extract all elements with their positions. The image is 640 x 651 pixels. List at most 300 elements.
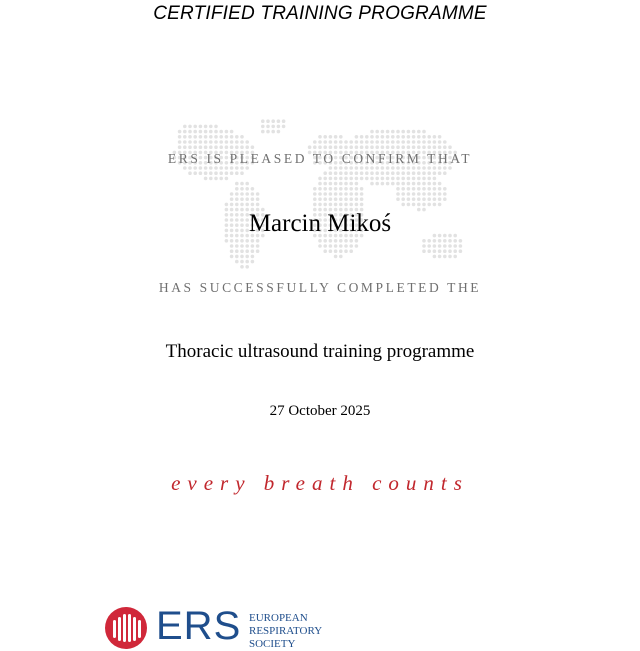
map-dot: [230, 203, 234, 207]
map-dot: [323, 187, 327, 191]
map-dot: [443, 249, 447, 253]
map-dot: [355, 187, 359, 191]
map-dot: [349, 249, 353, 253]
map-dot: [381, 140, 385, 144]
map-dot: [178, 135, 182, 139]
map-dot: [245, 182, 249, 186]
map-dot: [334, 135, 338, 139]
map-dot: [396, 140, 400, 144]
map-dot: [214, 171, 218, 175]
map-dot: [266, 119, 270, 123]
map-dot: [178, 140, 182, 144]
map-dot: [433, 255, 437, 259]
map-dot: [209, 125, 213, 129]
map-dot: [427, 140, 431, 144]
map-dot: [448, 255, 452, 259]
map-dot: [360, 192, 364, 196]
map-dot: [230, 145, 234, 149]
map-dot: [318, 187, 322, 191]
map-dot: [391, 177, 395, 181]
map-dot: [344, 140, 348, 144]
map-dot: [334, 197, 338, 201]
map-dot: [334, 145, 338, 149]
map-dot: [219, 140, 223, 144]
map-dot: [339, 135, 343, 139]
map-dot: [443, 145, 447, 149]
map-dot: [438, 192, 442, 196]
map-dot: [334, 255, 338, 259]
map-dot: [323, 177, 327, 181]
map-dot: [401, 187, 405, 191]
map-dot: [433, 182, 437, 186]
map-dot: [391, 182, 395, 186]
map-dot: [230, 171, 234, 175]
map-dot: [344, 239, 348, 243]
map-dot: [355, 177, 359, 181]
map-dot: [235, 255, 239, 259]
ers-logo: [104, 604, 344, 650]
map-dot: [443, 239, 447, 243]
map-dot: [365, 171, 369, 175]
map-dot: [422, 140, 426, 144]
map-dot: [360, 171, 364, 175]
map-dot: [219, 171, 223, 175]
map-dot: [407, 192, 411, 196]
map-dot: [339, 140, 343, 144]
map-dot: [214, 135, 218, 139]
map-dot: [334, 187, 338, 191]
map-dot: [199, 135, 203, 139]
map-dot: [256, 203, 260, 207]
map-dot: [188, 145, 192, 149]
map-dot: [407, 177, 411, 181]
map-dot: [396, 145, 400, 149]
map-dot: [453, 244, 457, 248]
map-dot: [323, 239, 327, 243]
map-dot: [412, 182, 416, 186]
map-dot: [329, 145, 333, 149]
map-dot: [433, 135, 437, 139]
map-dot: [235, 135, 239, 139]
map-dot: [396, 197, 400, 201]
map-dot: [355, 239, 359, 243]
map-dot: [256, 192, 260, 196]
map-dot: [204, 145, 208, 149]
map-dot: [401, 203, 405, 207]
map-dot: [360, 203, 364, 207]
map-dot: [360, 177, 364, 181]
map-dot: [422, 182, 426, 186]
map-dot: [245, 197, 249, 201]
map-dot: [261, 119, 265, 123]
map-dot: [240, 187, 244, 191]
map-dot: [323, 192, 327, 196]
map-dot: [344, 177, 348, 181]
map-dot: [448, 145, 452, 149]
map-dot: [422, 130, 426, 134]
map-dot: [396, 182, 400, 186]
map-dot: [339, 197, 343, 201]
map-dot: [219, 145, 223, 149]
map-dot: [349, 187, 353, 191]
map-dot: [422, 192, 426, 196]
map-dot: [438, 249, 442, 253]
map-dot: [407, 135, 411, 139]
map-dot: [433, 145, 437, 149]
map-dot: [282, 119, 286, 123]
map-dot: [344, 171, 348, 175]
map-dot: [417, 192, 421, 196]
map-dot: [339, 255, 343, 259]
map-dot: [240, 140, 244, 144]
map-dot: [339, 177, 343, 181]
map-dot: [329, 135, 333, 139]
completion-statement: HAS SUCCESSFULLY COMPLETED THE: [158, 280, 482, 295]
map-dot: [386, 145, 390, 149]
map-dot: [251, 203, 255, 207]
map-dot: [214, 145, 218, 149]
map-dot: [417, 197, 421, 201]
map-dot: [422, 171, 426, 175]
map-dot: [401, 130, 405, 134]
map-dot: [251, 145, 255, 149]
map-dot: [193, 125, 197, 129]
map-dot: [417, 135, 421, 139]
map-dot: [375, 135, 379, 139]
map-dot: [412, 177, 416, 181]
map-dot: [396, 135, 400, 139]
map-dot: [235, 197, 239, 201]
map-dot: [433, 197, 437, 201]
map-dot: [235, 145, 239, 149]
map-dot: [323, 244, 327, 248]
map-dot: [329, 197, 333, 201]
map-dot: [417, 145, 421, 149]
course-name: Thoracic ultrasound training programme: [165, 341, 475, 362]
map-dot: [183, 135, 187, 139]
map-dot: [199, 125, 203, 129]
map-dot: [329, 239, 333, 243]
map-dot: [386, 130, 390, 134]
map-dot: [199, 171, 203, 175]
map-dot: [433, 192, 437, 196]
map-dot: [209, 140, 213, 144]
map-dot: [183, 140, 187, 144]
map-dot: [453, 249, 457, 253]
map-dot: [318, 135, 322, 139]
map-dot: [355, 244, 359, 248]
programme-title: CERTIFIED TRAINING PROGRAMME: [153, 3, 487, 24]
map-dot: [271, 130, 275, 134]
map-dot: [209, 177, 213, 181]
map-dot: [396, 130, 400, 134]
map-dot: [318, 192, 322, 196]
map-dot: [266, 125, 270, 129]
map-dot: [261, 130, 265, 134]
map-dot: [438, 244, 442, 248]
map-dot: [183, 125, 187, 129]
map-dot: [407, 187, 411, 191]
map-dot: [329, 203, 333, 207]
map-dot: [355, 203, 359, 207]
map-dot: [412, 135, 416, 139]
map-dot: [375, 171, 379, 175]
map-dot: [422, 187, 426, 191]
map-dot: [240, 203, 244, 207]
map-dot: [391, 130, 395, 134]
map-dot: [381, 145, 385, 149]
map-dot: [209, 171, 213, 175]
map-dot: [401, 171, 405, 175]
map-dot: [391, 135, 395, 139]
map-dot: [386, 177, 390, 181]
map-dot: [230, 140, 234, 144]
map-dot: [360, 135, 364, 139]
map-dot: [318, 182, 322, 186]
map-dot: [407, 203, 411, 207]
map-dot: [323, 135, 327, 139]
map-dot: [245, 249, 249, 253]
map-dot: [443, 244, 447, 248]
map-dot: [199, 130, 203, 134]
map-dot: [459, 239, 463, 243]
map-dot: [344, 244, 348, 248]
confirm-statement: ERS IS PLEASED TO CONFIRM THAT: [167, 151, 473, 166]
map-dot: [459, 244, 463, 248]
map-dot: [334, 177, 338, 181]
map-dot: [427, 145, 431, 149]
map-dot: [427, 197, 431, 201]
map-dot: [204, 125, 208, 129]
map-dot: [323, 140, 327, 144]
logo-name-line: SOCIETY: [249, 638, 296, 650]
map-dot: [438, 145, 442, 149]
map-dot: [349, 140, 353, 144]
map-dot: [438, 187, 442, 191]
map-dot: [323, 145, 327, 149]
map-dot: [417, 203, 421, 207]
map-dot: [339, 187, 343, 191]
map-dot: [261, 125, 265, 129]
map-dot: [438, 140, 442, 144]
map-dot: [240, 244, 244, 248]
tagline: every breath counts: [171, 471, 469, 495]
map-dot: [183, 130, 187, 134]
map-dot: [401, 135, 405, 139]
map-dot: [396, 187, 400, 191]
map-dot: [339, 239, 343, 243]
recipient-name: Marcin Mikoś: [248, 210, 392, 237]
map-dot: [240, 145, 244, 149]
map-dot: [448, 244, 452, 248]
map-dot: [193, 135, 197, 139]
map-dot: [396, 192, 400, 196]
map-dot: [256, 239, 260, 243]
map-dot: [230, 197, 234, 201]
map-dot: [235, 140, 239, 144]
map-dot: [240, 197, 244, 201]
lungs-emblem-icon: [104, 606, 148, 650]
map-dot: [204, 135, 208, 139]
map-dot: [422, 203, 426, 207]
map-dot: [453, 255, 457, 259]
map-dot: [448, 239, 452, 243]
map-dot: [245, 192, 249, 196]
map-dot: [422, 177, 426, 181]
map-dot: [225, 130, 229, 134]
map-dot: [386, 182, 390, 186]
completion-date: 27 October 2025: [269, 403, 371, 419]
map-dot: [355, 140, 359, 144]
map-dot: [282, 125, 286, 129]
map-dot: [433, 239, 437, 243]
map-dot: [407, 197, 411, 201]
map-dot: [349, 239, 353, 243]
map-dot: [401, 182, 405, 186]
map-dot: [422, 249, 426, 253]
map-dot: [235, 260, 239, 264]
map-dot: [344, 187, 348, 191]
map-dot: [230, 244, 234, 248]
map-dot: [230, 130, 234, 134]
map-dot: [339, 249, 343, 253]
map-dot: [334, 182, 338, 186]
map-dot: [245, 203, 249, 207]
map-dot: [438, 203, 442, 207]
map-dot: [443, 255, 447, 259]
map-dot: [334, 171, 338, 175]
map-dot: [344, 203, 348, 207]
map-dot: [245, 140, 249, 144]
map-dot: [230, 249, 234, 253]
map-dot: [355, 145, 359, 149]
map-dot: [271, 125, 275, 129]
map-dot: [329, 192, 333, 196]
map-dot: [370, 182, 374, 186]
map-dot: [339, 192, 343, 196]
map-dot: [417, 182, 421, 186]
map-dot: [219, 135, 223, 139]
map-dot: [443, 197, 447, 201]
map-dot: [230, 255, 234, 259]
map-dot: [427, 171, 431, 175]
map-dot: [245, 187, 249, 191]
map-dot: [334, 249, 338, 253]
map-dot: [375, 140, 379, 144]
map-dot: [422, 145, 426, 149]
map-dot: [334, 244, 338, 248]
map-dot: [339, 145, 343, 149]
map-dot: [344, 249, 348, 253]
map-dot: [251, 255, 255, 259]
map-dot: [396, 171, 400, 175]
map-dot: [412, 192, 416, 196]
map-dot: [240, 135, 244, 139]
map-dot: [422, 135, 426, 139]
logo-name-line: RESPIRATORY: [249, 625, 323, 637]
map-dot: [214, 125, 218, 129]
map-dot: [235, 203, 239, 207]
map-dot: [245, 260, 249, 264]
map-dot: [370, 171, 374, 175]
map-dot: [401, 197, 405, 201]
map-dot: [396, 177, 400, 181]
map-dot: [251, 244, 255, 248]
map-dot: [344, 182, 348, 186]
map-dot: [391, 171, 395, 175]
map-dot: [427, 249, 431, 253]
map-dot: [318, 145, 322, 149]
map-dot: [360, 145, 364, 149]
map-dot: [427, 187, 431, 191]
map-dot: [370, 135, 374, 139]
world-map-icon: [160, 112, 480, 282]
map-dot: [313, 192, 317, 196]
map-dot: [375, 145, 379, 149]
map-dot: [407, 145, 411, 149]
map-dot: [178, 145, 182, 149]
map-dot: [225, 135, 229, 139]
map-dot: [271, 119, 275, 123]
map-dot: [193, 140, 197, 144]
map-dot: [334, 192, 338, 196]
map-dot: [438, 197, 442, 201]
map-dot: [230, 239, 234, 243]
map-dot: [240, 265, 244, 269]
map-dot: [412, 197, 416, 201]
map-dot: [401, 145, 405, 149]
map-dot: [433, 187, 437, 191]
map-dot: [412, 171, 416, 175]
map-dot: [381, 177, 385, 181]
map-dot: [339, 182, 343, 186]
map-dot: [360, 140, 364, 144]
map-dot: [412, 145, 416, 149]
map-dot: [225, 203, 229, 207]
map-dot: [355, 192, 359, 196]
map-dot: [355, 171, 359, 175]
map-dot: [308, 145, 312, 149]
map-dot: [313, 140, 317, 144]
map-dot: [235, 192, 239, 196]
map-dot: [365, 177, 369, 181]
map-dot: [375, 177, 379, 181]
map-dot: [329, 140, 333, 144]
map-dot: [401, 177, 405, 181]
map-dot: [334, 140, 338, 144]
map-dot: [256, 197, 260, 201]
map-dot: [349, 145, 353, 149]
map-dot: [318, 197, 322, 201]
map-dot: [219, 177, 223, 181]
map-dot: [251, 187, 255, 191]
map-dot: [204, 130, 208, 134]
map-dot: [339, 171, 343, 175]
map-dot: [438, 255, 442, 259]
map-dot: [407, 171, 411, 175]
map-dot: [339, 203, 343, 207]
map-dot: [204, 177, 208, 181]
map-dot: [417, 130, 421, 134]
logo-acronym: ERS: [156, 604, 242, 648]
map-dot: [204, 171, 208, 175]
map-dot: [251, 197, 255, 201]
map-dot: [188, 135, 192, 139]
map-dot: [188, 125, 192, 129]
map-dot: [422, 197, 426, 201]
map-dot: [240, 171, 244, 175]
map-dot: [433, 244, 437, 248]
